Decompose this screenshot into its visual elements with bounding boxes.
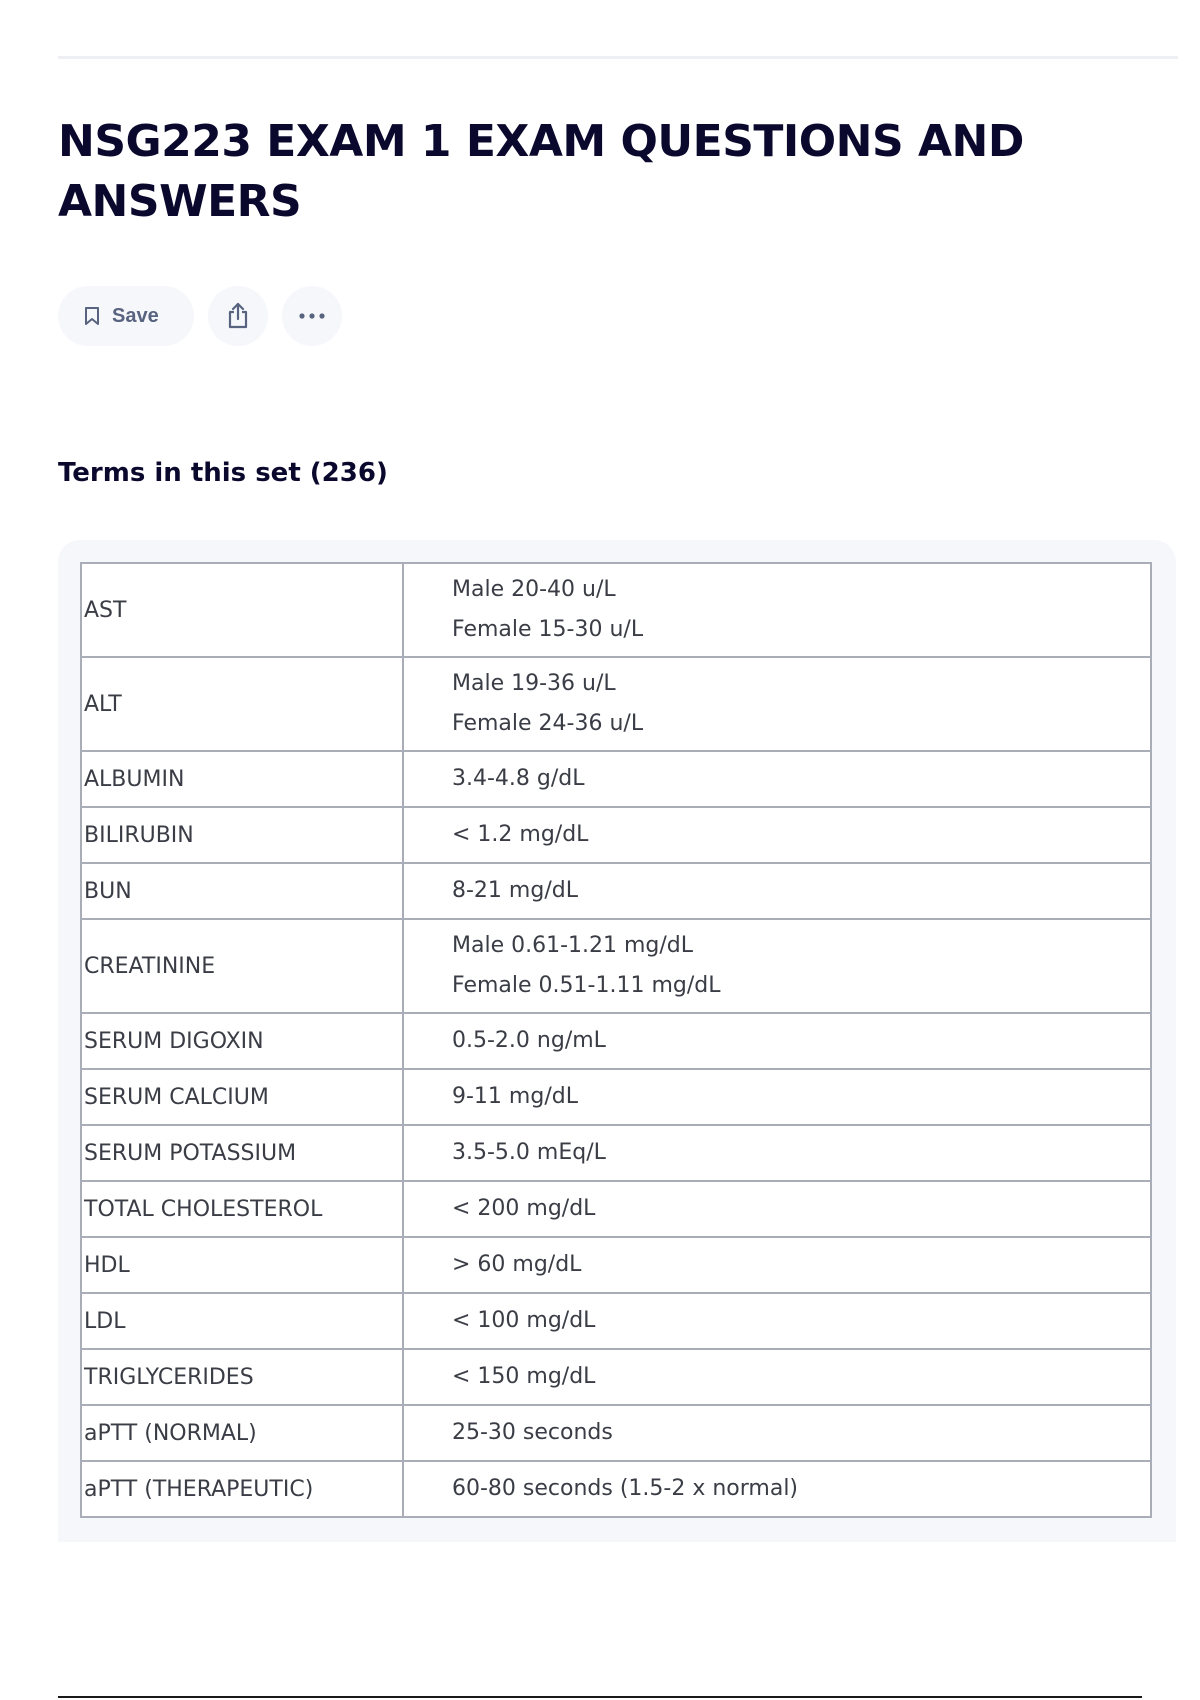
term-cell: aPTT (THERAPEUTIC) [81,1461,403,1517]
term-cell: TRIGLYCERIDES [81,1349,403,1405]
definition-cell [403,1293,1151,1349]
table-row [81,807,1151,863]
table-row [81,1181,1151,1237]
definition-cell [403,1013,1151,1069]
table-row [81,1237,1151,1293]
terms-heading: Terms in this set (236) [58,458,388,488]
term-cell: ALT [81,657,403,751]
term-cell: AST [81,563,403,657]
table-row [81,751,1151,807]
definition-cell [403,751,1151,807]
definition-cell [403,1405,1151,1461]
definition-line: Female 15-30 u/L [452,617,644,642]
term-cell: HDL [81,1237,403,1293]
term-cell: ALBUMIN [81,751,403,807]
definition-line: 8-21 mg/dL [452,878,578,903]
save-button-label: Save [112,304,159,327]
term-cell: TOTAL CHOLESTEROL [81,1181,403,1237]
definition-cell [403,807,1151,863]
term-cell: SERUM DIGOXIN [81,1013,403,1069]
table-row [81,1461,1151,1517]
terms-table [80,562,1152,1518]
table-row [81,1293,1151,1349]
term-cell: aPTT (NORMAL) [81,1405,403,1461]
definition-line: 3.5-5.0 mEq/L [452,1140,606,1165]
definition-cell [403,1237,1151,1293]
definition-line: Male 19-36 u/L [452,671,616,696]
table-row [81,1069,1151,1125]
table-row [81,1013,1151,1069]
definition-line: 25-30 seconds [452,1420,613,1445]
definition-cell [403,919,1151,1013]
definition-line: 0.5-2.0 ng/mL [452,1028,606,1053]
more-icon [298,312,326,320]
table-row [81,1125,1151,1181]
definition-cell [403,1125,1151,1181]
term-cell: LDL [81,1293,403,1349]
definition-line: Male 20-40 u/L [452,577,616,602]
save-button[interactable] [58,286,194,346]
definition-cell [403,1349,1151,1405]
definition-cell [403,563,1151,657]
definition-line: 3.4-4.8 g/dL [452,766,585,791]
definition-line: Female 24-36 u/L [452,711,644,736]
top-divider [58,56,1178,59]
bookmark-icon [84,306,100,326]
table-row [81,1349,1151,1405]
table-row [81,657,1151,751]
term-cell: SERUM POTASSIUM [81,1125,403,1181]
definition-cell [403,657,1151,751]
definition-line: < 200 mg/dL [452,1196,596,1221]
more-options-button[interactable] [282,286,342,346]
definition-cell [403,1181,1151,1237]
table-row [81,919,1151,1013]
table-row [81,863,1151,919]
definition-line: < 100 mg/dL [452,1308,596,1333]
definition-line: < 150 mg/dL [452,1364,596,1389]
page-title: NSG223 EXAM 1 EXAM QUESTIONS AND ANSWERS [58,116,1024,227]
definition-line: > 60 mg/dL [452,1252,582,1277]
definition-cell [403,1069,1151,1125]
definition-line: 9-11 mg/dL [452,1084,578,1109]
terms-table-body [81,563,1151,1517]
term-cell: SERUM CALCIUM [81,1069,403,1125]
term-cell: CREATININE [81,919,403,1013]
table-row [81,563,1151,657]
table-row [81,1405,1151,1461]
term-cell: BILIRUBIN [81,807,403,863]
definition-line: 60-80 seconds (1.5-2 x normal) [452,1476,799,1501]
term-cell: BUN [81,863,403,919]
definition-line: < 1.2 mg/dL [452,822,589,847]
definition-cell [403,1461,1151,1517]
share-button[interactable] [208,286,268,346]
terms-card [58,540,1176,1542]
share-icon [225,302,251,330]
definition-line: Male 0.61-1.21 mg/dL [452,933,694,958]
definition-line: Female 0.51-1.11 mg/dL [452,973,721,998]
action-bar [58,285,342,347]
definition-cell [403,863,1151,919]
bottom-divider [58,1696,1142,1698]
